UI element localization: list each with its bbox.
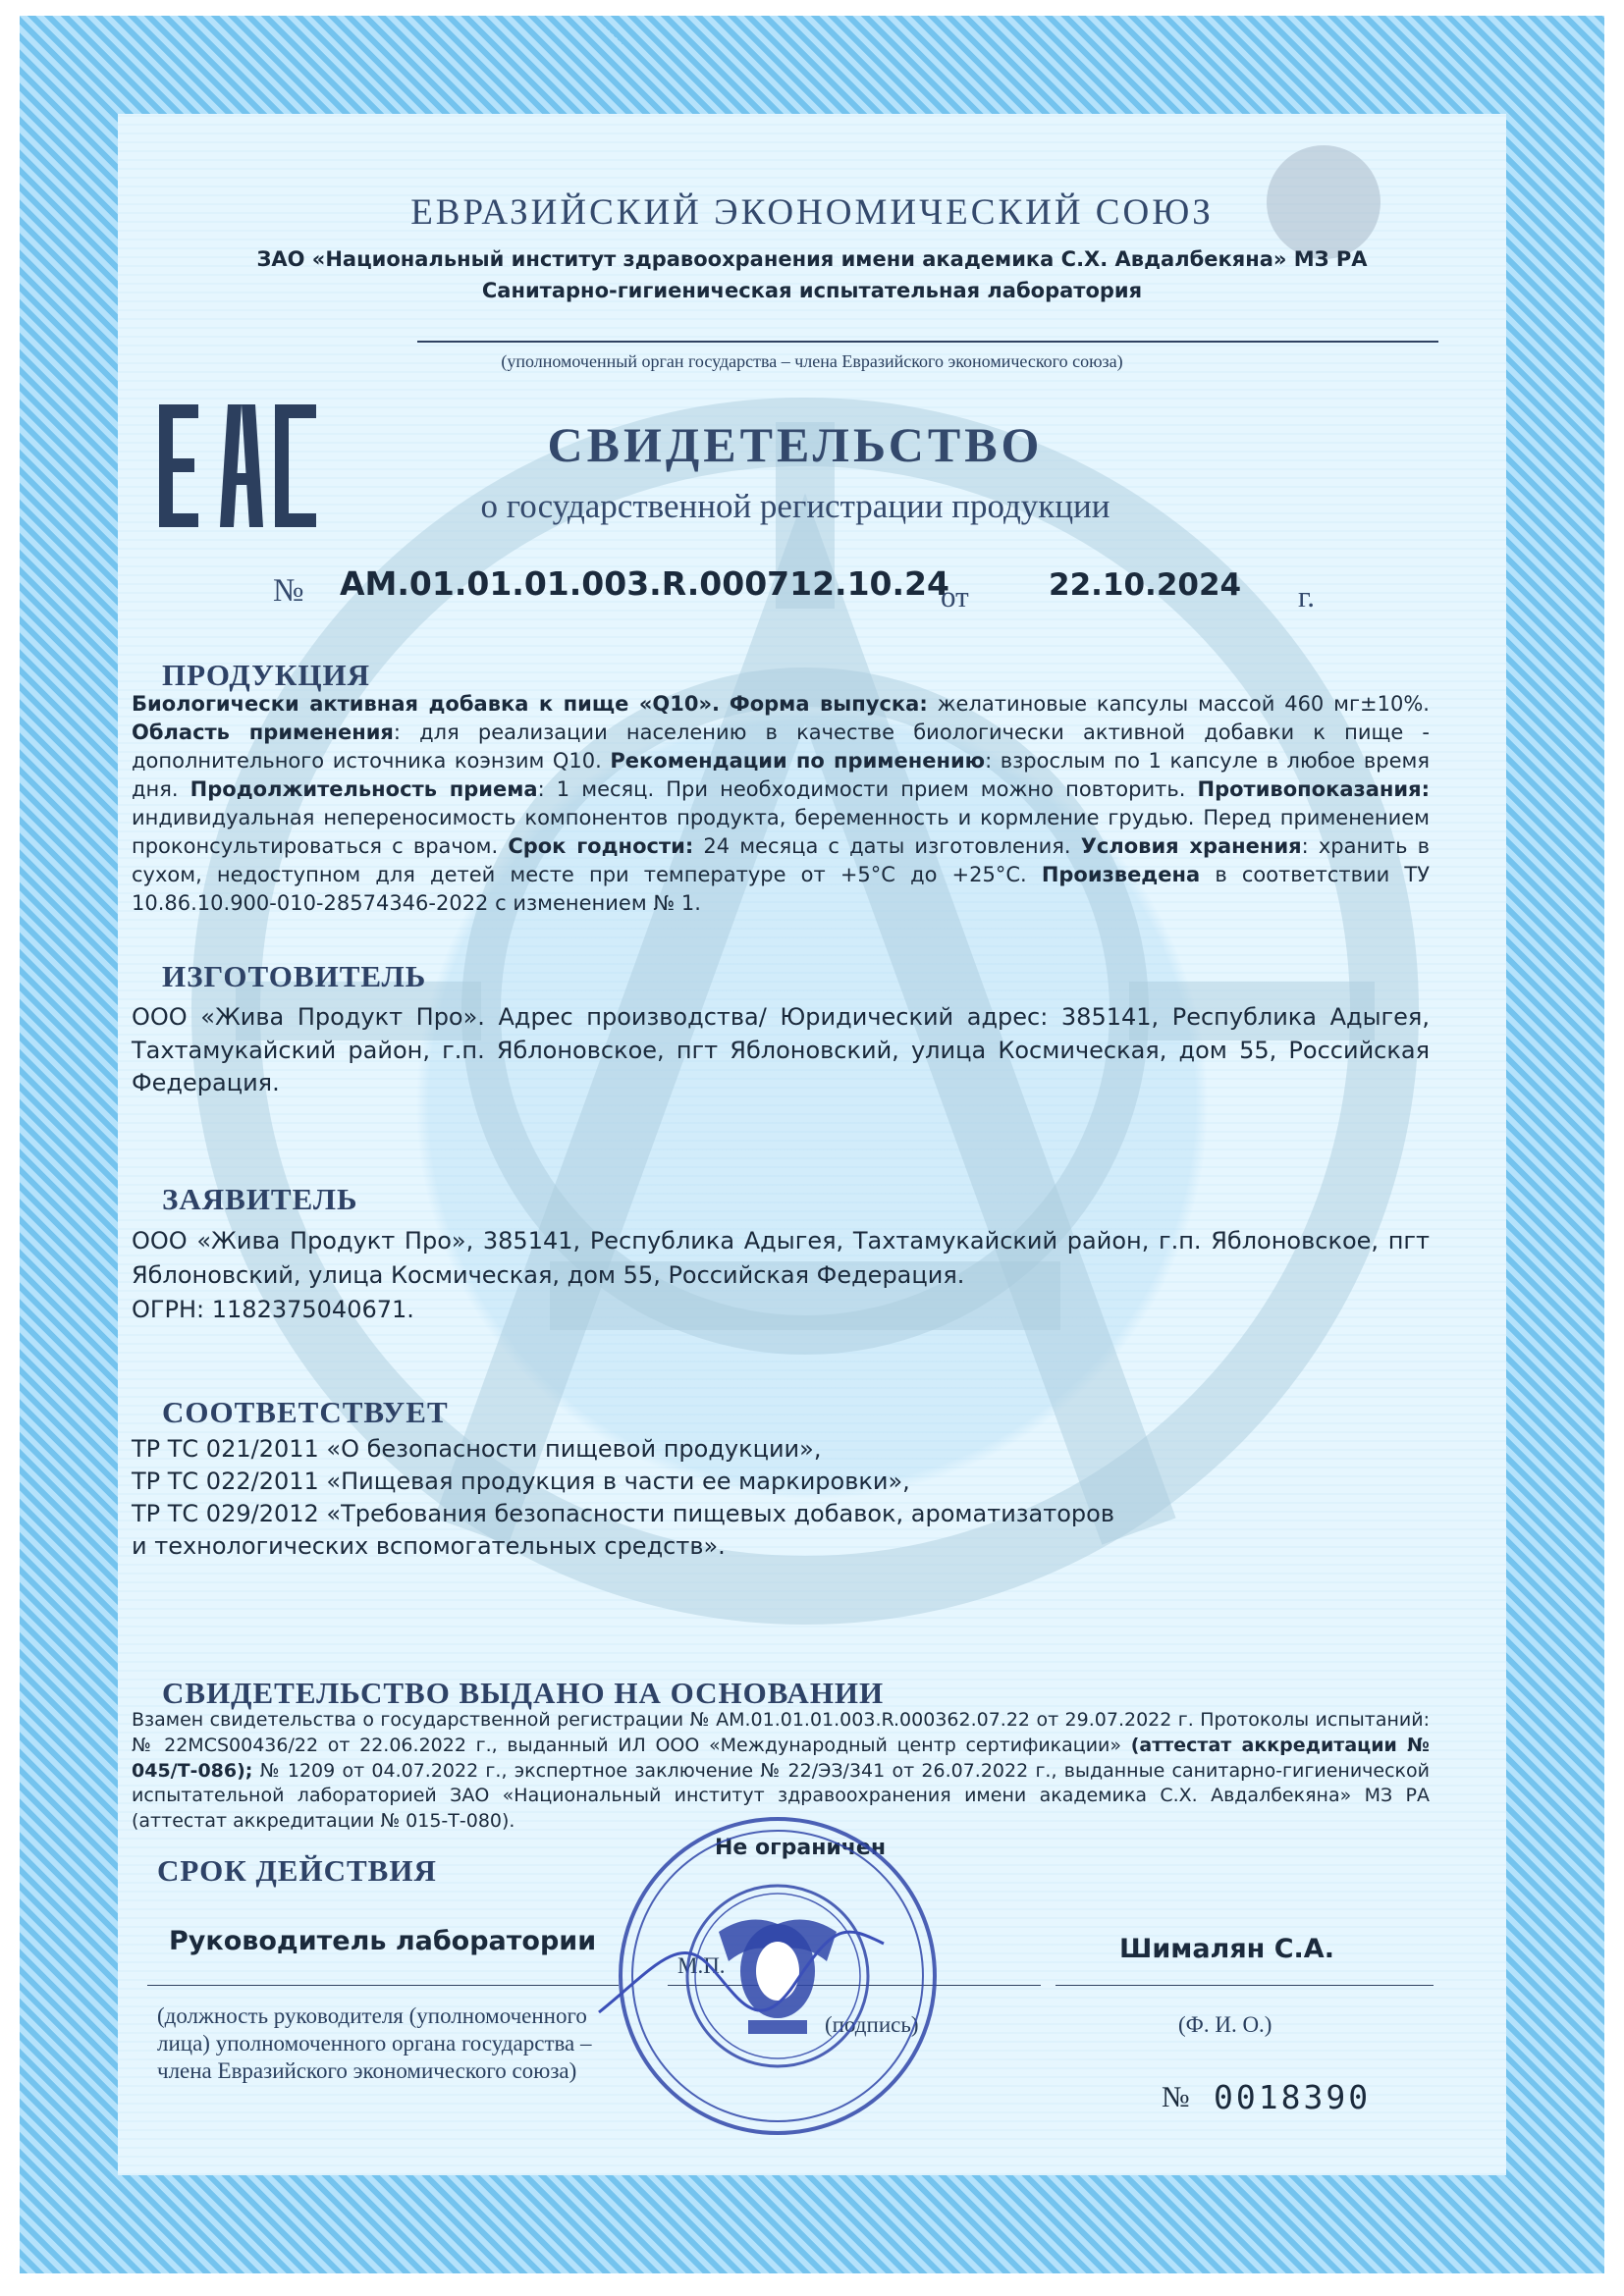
conforms-line: ТР ТС 021/2011 «О безопасности пищевой продукции», [132,1435,822,1463]
validity-heading: СРОК ДЕЙСТВИЯ [157,1853,437,1888]
union-title: ЕВРАЗИЙСКИЙ ЭКОНОМИЧЕСКИЙ СОЮЗ [410,192,1214,233]
conforms-line: ТР ТС 022/2011 «Пищевая продукция в части ее маркировки», [132,1468,910,1495]
number-label: № [273,573,304,609]
shelf-life-text: 24 месяца с даты изготовления. [703,833,1071,858]
applicant-text: ООО «Жива Продукт Про», 385141, Республика Адыгея, Тахтамукайский район, г.п. Яблоновское, пгт Яблоновский, улица Космическая, дом 55, Российская Федерация. [132,1227,1430,1289]
basis-text-2: № 1209 от 04.07.2022 г., экспертное заключение № 22/ЭЗ/341 от 26.07.2022 г., выданные санитарно-гигиенической испытательной лабораторией ЗАО «Национальный институт здравоохранения имени академика С.Х. Авдалбекяна» МЗ РА (аттестат аккредитации № 015-Т-080). [132,1759,1430,1833]
validity-value: Не ограничен [715,1836,887,1860]
signatory-position: Руководитель лаборатории [169,1926,597,1956]
from-label: от [941,579,969,614]
duration-text: : 1 месяц. При необходимости прием можно повторить. [537,776,1186,801]
conforms-heading: СООТВЕТСТВУЕТ [162,1395,449,1429]
form-text: желатиновые капсулы массой 460 мг±10%. [937,692,1430,716]
institute-name: ЗАО «Национальный институт здравоохранения имени академика С.Х. Авдалбекяна» МЗ РА [256,247,1368,271]
name-caption: (Ф. И. О.) [1178,2012,1272,2037]
name-underline [1056,1985,1434,1986]
manufacturer-text: ООО «Жива Продукт Про». Адрес производства/ Юридический адрес: 385141, Республика Адыгея, Тахтамукайский район, г.п. Яблоновское, пгт Яблоновский, улица Космическая, дом 55, Российская Федерация. [132,1003,1430,1097]
handwritten-signature [589,1904,903,2052]
basis-heading: СВИДЕТЕЛЬСТВО ВЫДАНО НА ОСНОВАНИИ [162,1676,885,1710]
produced-label: Произведена [1041,862,1201,886]
product-heading: ПРОДУКЦИЯ [162,658,370,692]
storage-label: Условия хранения [1080,833,1302,858]
recommendations-label: Рекомендации по применению [610,748,986,773]
serial-label: № [1162,2081,1190,2113]
storage-text: : хранить в сухом, недоступном для детей месте при температуре от +5°С до +25°С. [132,833,1430,886]
document-title: СВИДЕТЕЛЬСТВО [547,417,1044,472]
form-label: Форма выпуска: [729,692,928,716]
area-text: : для реализации населению в качестве биологически активной добавки к пище - дополнительного источника коэнзим Q10. [132,720,1430,773]
registration-number: AM.01.01.01.003.R.000712.10.24 [340,564,949,603]
conforms-list [132,1433,1430,1563]
product-description [132,690,1430,918]
stamp-place: М.П. [677,1953,726,1978]
contraindications-label: Противопоказания: [1197,776,1430,801]
manufacturer-heading: ИЗГОТОВИТЕЛЬ [162,959,427,993]
shelf-life-label: Срок годности: [508,833,694,858]
lab-name: Санитарно-гигиеническая испытательная лаборатория [481,279,1143,302]
product-name: Биологически активная добавка к пище «Q10». [132,692,721,716]
position-underline [147,1985,619,1986]
basis-text-1: Взамен свидетельства о государственной регистрации № AM.01.01.01.003.R.000362.07.22 от 29.07.2022 г. Протоколы испытаний: № 22MCS00436/22 от 22.06.2022 г., выданный ИЛ ООО «Международный центр сертификации» [132,1709,1430,1756]
applicant-heading: ЗАЯВИТЕЛЬ [162,1182,358,1216]
eac-logo [159,404,316,527]
applicant-ogrn: ОГРН: 1182375040671. [132,1296,414,1323]
authorized-note: (уполномоченный орган государства – члена Евразийского экономического союза) [501,351,1123,371]
header-divider [417,341,1438,343]
conforms-line: ТР ТС 029/2012 «Требования безопасности пищевых добавок, ароматизаторов [132,1500,1114,1527]
registration-date: 22.10.2024 [1049,567,1242,603]
contraindications-text: индивидуальная непереносимость компонентов продукта, беременность и кормление грудью. Перед применением проконсультироваться с врачом. [132,805,1430,858]
eac-logo-text: EAC [238,466,242,468]
serial-number: 0018390 [1214,2078,1372,2116]
duration-label: Продолжительность приема [189,776,538,801]
recommendations-text: : взрослым по 1 капсуле в любое время дня. [132,748,1431,801]
year-suffix: г. [1298,579,1315,614]
area-label: Область применения [132,720,394,744]
produced-text: в соответствии ТУ 10.86.10.900-010-28574346-2022 с изменением № 1. [132,862,1431,915]
basis-accreditation: (аттестат аккредитации № 045/Т-086); [132,1734,1430,1782]
position-caption: (должность руководителя (уполномоченного лица) уполномоченного органа государства – члена Евразийского экономического союза) [157,2003,592,2084]
document-subtitle: о государственной регистрации продукции [480,487,1110,525]
conforms-line: и технологических вспомогательных средств». [132,1532,726,1560]
signature-caption: (подпись) [825,2012,919,2037]
signatory-name: Шималян С.А. [1119,1934,1334,1964]
